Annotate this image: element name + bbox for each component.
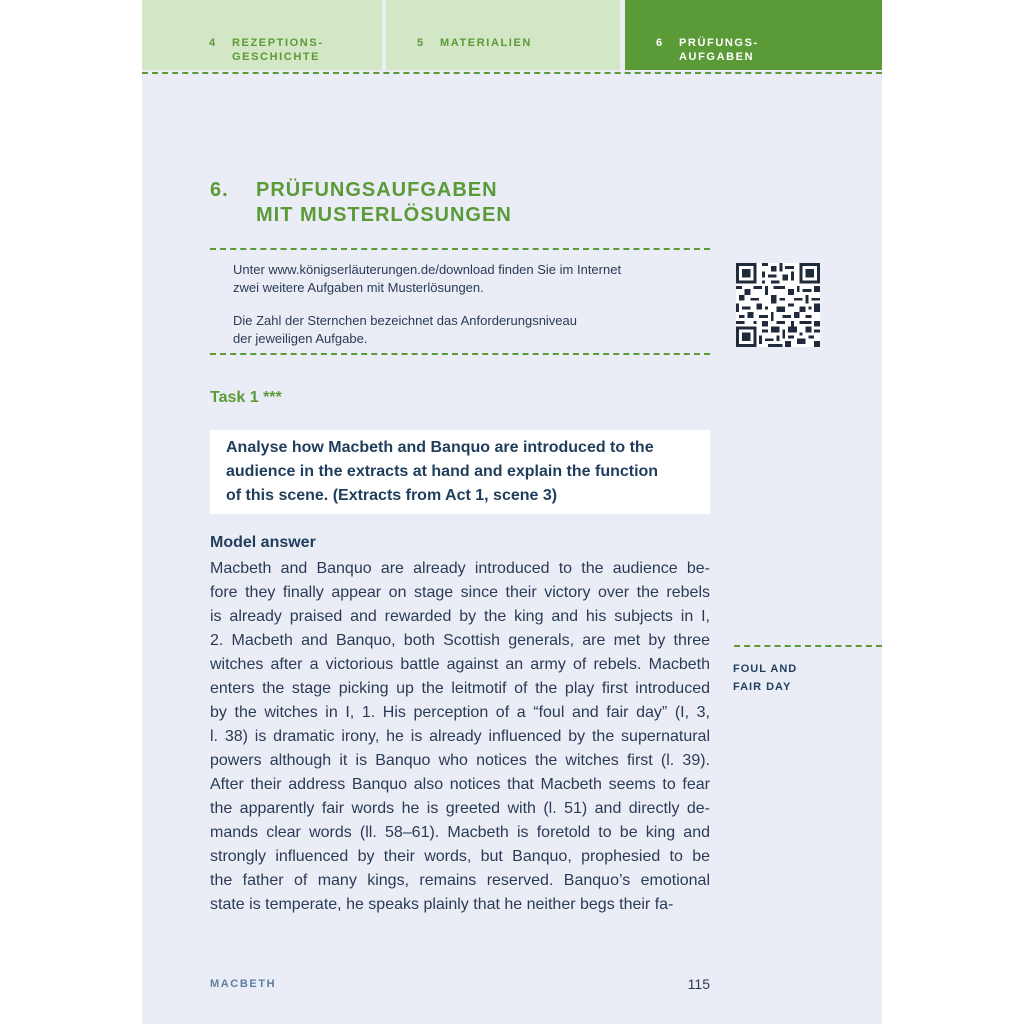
text-line: by the witches in I, 1. His perception of a “foul and fair day” (I, 3,: [210, 704, 710, 721]
text-line: 2. Macbeth and Banquo, both Scottish generals, are met by three: [210, 632, 710, 649]
chapter-title-line2: MIT MUSTERLÖSUNGEN: [256, 204, 512, 226]
margin-note: FOUL AND FAIR DAY: [733, 663, 798, 693]
text-line: powers although it is Banquo who notices the witches first (l. 39).: [210, 752, 710, 769]
chapter-title-line1: PRÜFUNGSAUFGABEN: [256, 179, 498, 201]
model-answer-text: [210, 557, 710, 917]
model-answer-title: Model answer: [210, 534, 316, 551]
tab-label: MATERIALIEN: [440, 37, 532, 49]
tab-label: REZEPTIONS- GESCHICHTE: [232, 37, 324, 63]
text-line: fore they finally appear on stage since their victory over the rebels: [210, 584, 710, 601]
tab-number: 6: [656, 37, 664, 49]
task-title: Task 1 ***: [210, 389, 282, 406]
page-number: 115: [687, 976, 710, 992]
chapter-tabs: [142, 0, 882, 72]
tab-materialien[interactable]: [386, 0, 620, 70]
text-line: is already praised and rewarded by the king and his subjects in I,: [210, 608, 710, 625]
info-paragraph-download: Unter www.königserläuterungen.de/download finden Sie im Internet zwei weitere Aufgaben mit Musterlösungen.: [233, 262, 622, 295]
tab-number: 5: [417, 37, 425, 49]
tab-rezeptionsgeschichte[interactable]: [142, 0, 382, 70]
text-line: strongly influenced by their words, but Banquo, prophesied to be: [210, 848, 710, 865]
text-line: Macbeth and Banquo are already introduced to the audience be-: [210, 560, 710, 577]
qr-code-icon[interactable]: [736, 263, 820, 347]
info-divider-bottom: [210, 353, 710, 355]
chapter-number: 6.: [210, 179, 229, 201]
tab-label: PRÜFUNGS- AUFGABEN: [679, 37, 759, 63]
text-line: l. 38) is dramatic irony, he is already influenced by the supernatural: [210, 728, 710, 745]
text-line: the father of many kings, remains reserved. Banquo’s emotional: [210, 872, 710, 889]
tab-number: 4: [209, 37, 217, 49]
text-line: state is temperate, he speaks plainly that he neither begs their fa-: [210, 896, 674, 913]
text-line: mands clear words (ll. 58–61). Macbeth is foretold to be king and: [210, 824, 710, 841]
info-paragraph-stars: Die Zahl der Sternchen bezeichnet das Anforderungsniveau der jeweiligen Aufgabe.: [233, 313, 577, 346]
footer-book-title: MACBETH: [210, 978, 277, 990]
text-line: After their address Banquo also notices that Macbeth seems to fear: [210, 776, 710, 793]
margin-divider: [734, 645, 882, 647]
tab-divider: [142, 72, 882, 74]
task-prompt-box: Analyse how Macbeth and Banquo are introduced to the audience in the extracts at hand and explain the function of this scene. (Extracts from Act 1, scene 3): [210, 430, 710, 514]
page: [142, 0, 882, 1024]
tab-pruefungsaufgaben[interactable]: [625, 0, 882, 70]
text-line: enters the stage picking up the leitmotif of the play first introduced: [210, 680, 710, 697]
info-divider-top: [210, 248, 710, 250]
text-line: the apparently fair words he is greeted with (l. 51) and directly de-: [210, 800, 710, 817]
text-line: witches after a victorious battle against an army of rebels. Macbeth: [210, 656, 710, 673]
